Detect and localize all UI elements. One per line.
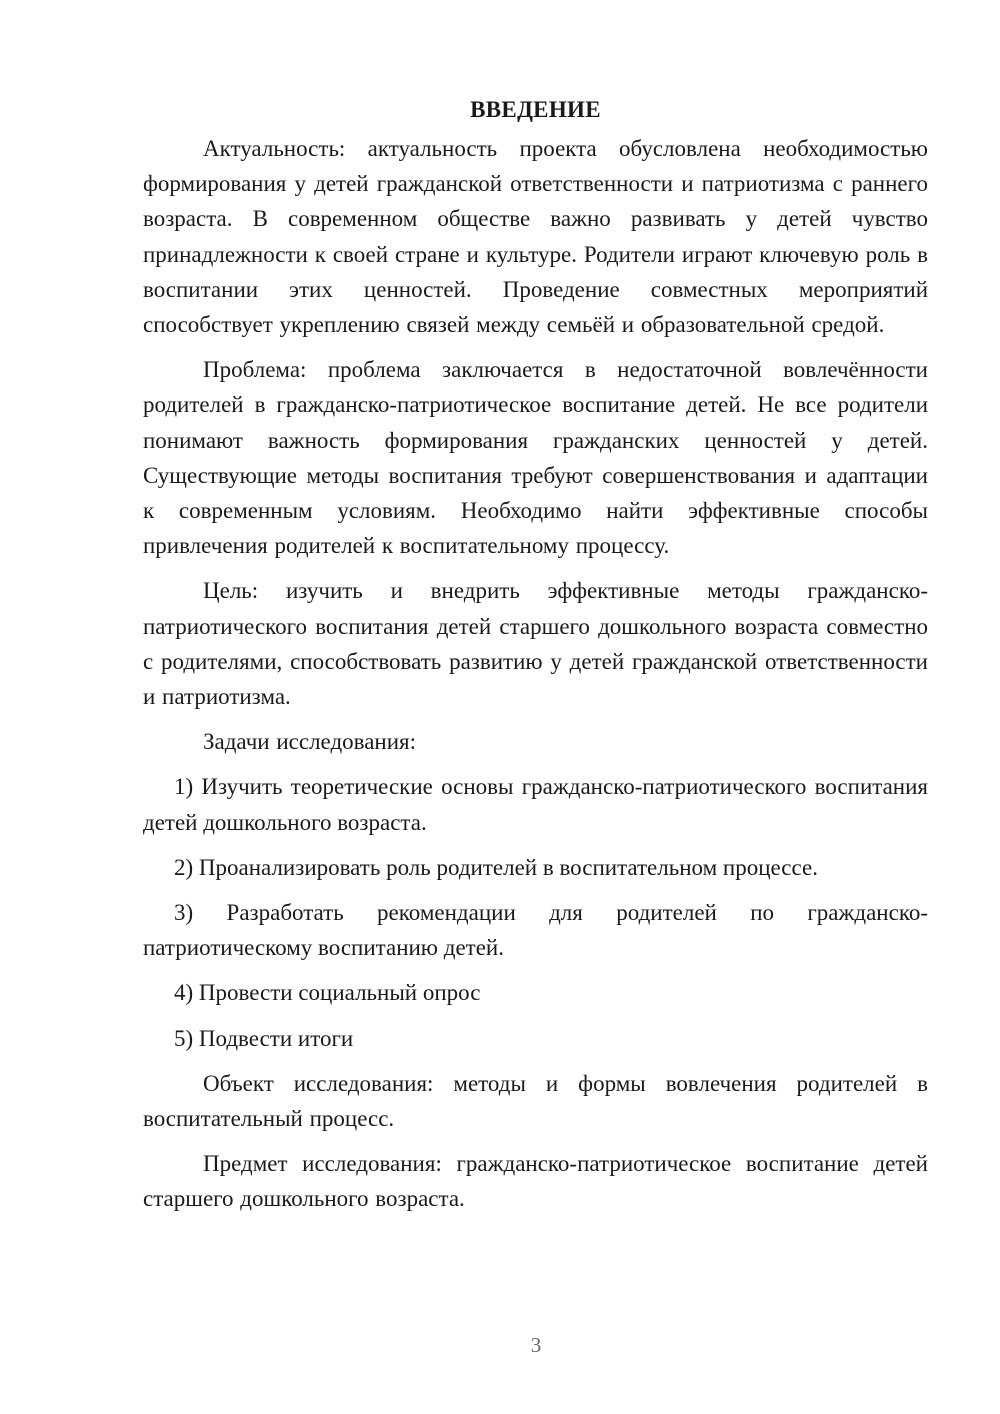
task-item-1: 1) Изучить теоретические основы гражданско-патриотического воспитания детей дошкольного возраста.: [143, 774, 928, 835]
task-item-2: 2) Проанализировать роль родителей в воспитательном процессе.: [174, 854, 818, 880]
task-item-4: 4) Провести социальный опрос: [174, 980, 481, 1006]
task-item-5: 5) Подвести итоги: [174, 1025, 354, 1051]
paragraph-object: Объект исследования: методы и формы вовлечения родителей в воспитательный процесс.: [143, 1070, 928, 1132]
page-number: 3: [530, 1333, 542, 1357]
paragraph-problem: Проблема: проблема заключается в недостаточной вовлечённости родителей в гражданско-патриотическое воспитание детей. Не все родители понимают важность формирования гражданских ценностей у детей. Существующие методы воспитания требуют совершенствования и адаптации к современным условиям. Необходимо найти эффективные способы привлечения родителей к воспитательному процессу.: [143, 357, 928, 559]
tasks-heading: Задачи исследования:: [203, 729, 417, 755]
paragraph-relevance: Актуальность: актуальность проекта обусловлена необходимостью формирования у детей гражданской ответственности и патриотизма с раннего возраста. В современном обществе важно развивать у детей чувство принадлежности к своей стране и культуре. Родители играют ключевую роль в воспитании этих ценностей. Проведение совместных мероприятий способствует укреплению связей между семьёй и образовательной средой.: [143, 136, 928, 338]
document-page: [143, 92, 928, 1217]
task-item-3: 3) Разработать рекомендации для родителей по гражданско-патриотическому воспитанию детей.: [143, 900, 928, 961]
page-title: ВВЕДЕНИЕ: [470, 97, 601, 122]
paragraph-subject: Предмет исследования: гражданско-патриотическое воспитание детей старшего дошкольного возраста.: [143, 1151, 928, 1212]
paragraph-goal: Цель: изучить и внедрить эффективные методы гражданско-патриотического воспитания детей старшего дошкольного возраста совместно с родителями, способствовать развитию у детей гражданской ответственности и патриотизма.: [143, 578, 928, 710]
